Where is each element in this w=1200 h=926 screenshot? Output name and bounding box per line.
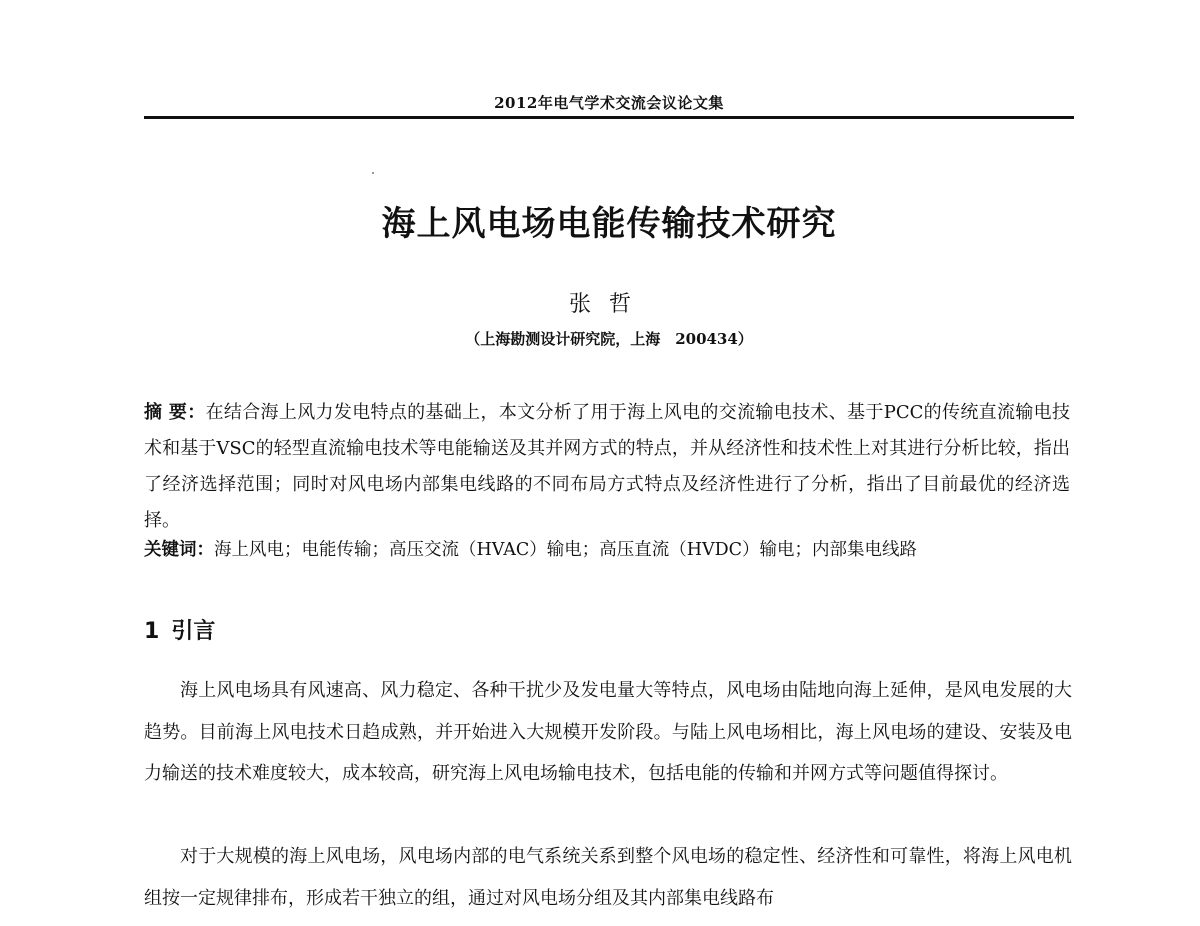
abstract-label: 摘 要：: [144, 402, 206, 423]
section-title: 引言: [171, 619, 216, 644]
keywords-label: 关键词：: [144, 540, 214, 560]
header-rule: [144, 116, 1074, 119]
abstract-text: 在结合海上风力发电特点的基础上，本文分析了用于海上风电的交流输电技术、基于PCC的传统直流输电技术和基于VSC的轻型直流输电技术等电能输送及其并网方式的特点，并从经济性和技术性上对其进行分析比较，指出了经济选择范围；同时对风电场内部集电线路的不同布局方式特点及经济性进行了分析，指出了目前最优的经济选择。: [144, 402, 1070, 531]
keywords-block: [144, 536, 1074, 564]
keywords-text: 海上风电；电能传输；高压交流（HVAC）输电；高压直流（HVDC）输电；内部集电线路: [214, 540, 918, 560]
section-heading: [144, 614, 215, 645]
author-affiliation: （上海勘测设计研究院，上海 200434）: [465, 330, 753, 348]
paper-author: 张哲: [568, 292, 649, 317]
body-paragraph: 对于大规模的海上风电场，风电场内部的电气系统关系到整个风电场的稳定性、经济性和可靠性，将海上风电机组按一定规律排布，形成若干独立的组，通过对风电场分组及其内部集电线路布: [144, 846, 1072, 909]
body-paragraph: 海上风电场具有风速高、风力稳定、各种干扰少及发电量大等特点，风电场由陆地向海上延伸，是风电发展的大趋势。目前海上风电技术日趋成熟，并开始进入大规模开发阶段。与陆上风电场相比，海上风电场的建设、安装及电力输送的技术难度较大，成本较高，研究海上风电场输电技术，包括电能的传输和并网方式等问题值得探讨。: [144, 680, 1072, 784]
abstract-block: [144, 395, 1070, 539]
section-number: 1: [144, 619, 160, 644]
running-header: 2012年电气学术交流会议论文集: [494, 94, 724, 112]
scan-speck: [372, 172, 374, 174]
paper-title: 海上风电场电能传输技术研究: [381, 204, 837, 244]
